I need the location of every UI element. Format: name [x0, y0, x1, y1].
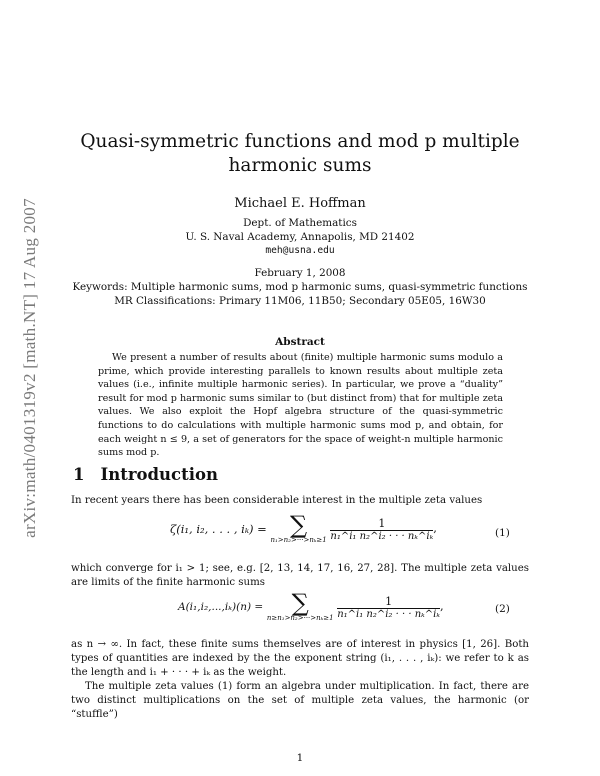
eq2-fraction: [337, 595, 440, 620]
affiliation-dept: Dept. of Mathematics: [243, 217, 357, 229]
author-email[interactable]: meh@usna.edu: [265, 245, 335, 256]
page-number: 1: [296, 752, 304, 764]
equation-1-number: (1): [495, 527, 510, 539]
eq2-sum-range: n≥n₁>n₂>···>nₖ≥1: [266, 614, 334, 622]
section-number: 1: [73, 465, 85, 484]
eq1-summation: ∑ n₁>n₂>···>nₖ≥1: [270, 511, 327, 544]
front-matter: [0, 266, 600, 308]
intro-paragraph-4: The multiple zeta values (1) form an algebra under multiplication. In fact, there are two distinct multiplications on the set of multiple zeta values, the harmonic (or “stuffle”): [71, 681, 529, 720]
equation-1: ζ(i₁, i₂, . . . , iₖ) = ∑ n₁>n₂>···>nₖ≥1 $\frac{1}{\text{n₁\textasciicircum{}i₁ n₂\textasciicircum{}i₂ · · · nₖ\textasciicircum{}iₖ}}$ ,: [170, 511, 437, 544]
eq1-denominator: n₁^i₁ n₂^i₂ · · · nₖ^iₖ: [330, 530, 434, 542]
affiliation-institution: U. S. Naval Academy, Annapolis, MD 21402: [185, 231, 415, 243]
affiliation: [0, 216, 600, 258]
eq2-lhs: A(i₁,i₂,...,iₖ)(n) =: [178, 601, 264, 613]
eq1-lhs: ζ(i₁, i₂, . . . , iₖ) =: [170, 522, 267, 536]
equation-2: A(i₁,i₂,...,iₖ)(n) = ∑ n≥n₁>n₂>···>nₖ≥1 $\frac{1}{\text{n₁\textasciicircum{}i₁ n₂\textasciicircum{}i₂ · · · nₖ\textasciicircum{}iₖ}}$ ,: [178, 589, 444, 622]
abstract-text: We present a number of results about (finite) multiple harmonic sums modulo a prime, which provide interesting parallels to known results about multiple zeta values (i.e., infinite multiple harmonic series). In particular, we prove a “duality” result for mod p harmonic sums similar to (but distinct from) that for multiple zeta values. We also exploit the Hopf algebra structure of the quasi-symmetric functions to do calculations with multiple harmonic sums mod p, and obtain, for each weight n ≤ 9, a set of generators for the space of weight-n multiple harmonic sums mod p.: [98, 352, 503, 459]
section-heading: [73, 465, 218, 484]
eq2-summation: ∑ n≥n₁>n₂>···>nₖ≥1: [266, 589, 334, 622]
intro-paragraph-1: In recent years there has been considerable interest in the multiple zeta values: [71, 495, 483, 506]
intro-paragraph-3: as n → ∞. In fact, these finite sums themselves are of interest in physics [1, 26]. Both types of quantities are indexed by the the exponent string (i₁, . . . , iₖ): we refer to k as the length and i₁ + · · · + iₖ as the weight.: [71, 639, 529, 678]
eq1-numerator: 1: [330, 517, 433, 531]
section-title: Introduction: [100, 465, 218, 484]
title-line-2: harmonic sums: [228, 155, 372, 176]
paper-title: [0, 130, 600, 178]
intro-paragraph-2: which converge for i₁ > 1; see, e.g. [2, 13, 14, 17, 16, 27, 28]. The multiple zeta values are limits of the finite harmonic sums: [71, 563, 529, 588]
arxiv-sidebar-stamp: arXiv:math/0401319v2 [math.NT] 17 Aug 2007: [20, 198, 39, 538]
eq2-denominator: n₁^i₁ n₂^i₂ · · · nₖ^iₖ: [337, 608, 440, 620]
paper-date: February 1, 2008: [254, 267, 346, 279]
author-name: Michael E. Hoffman: [234, 196, 366, 211]
abstract-heading: Abstract: [275, 336, 325, 348]
title-line-1: Quasi-symmetric functions and mod p multiple: [80, 131, 520, 152]
mr-classifications: MR Classifications: Primary 11M06, 11B50; Secondary 05E05, 16W30: [114, 295, 486, 307]
eq1-fraction: [330, 517, 433, 542]
eq2-numerator: 1: [337, 595, 440, 609]
equation-2-number: (2): [495, 603, 510, 615]
eq1-sum-range: n₁>n₂>···>nₖ≥1: [270, 536, 327, 544]
keywords: Keywords: Multiple harmonic sums, mod p harmonic sums, quasi-symmetric functions: [72, 281, 528, 293]
